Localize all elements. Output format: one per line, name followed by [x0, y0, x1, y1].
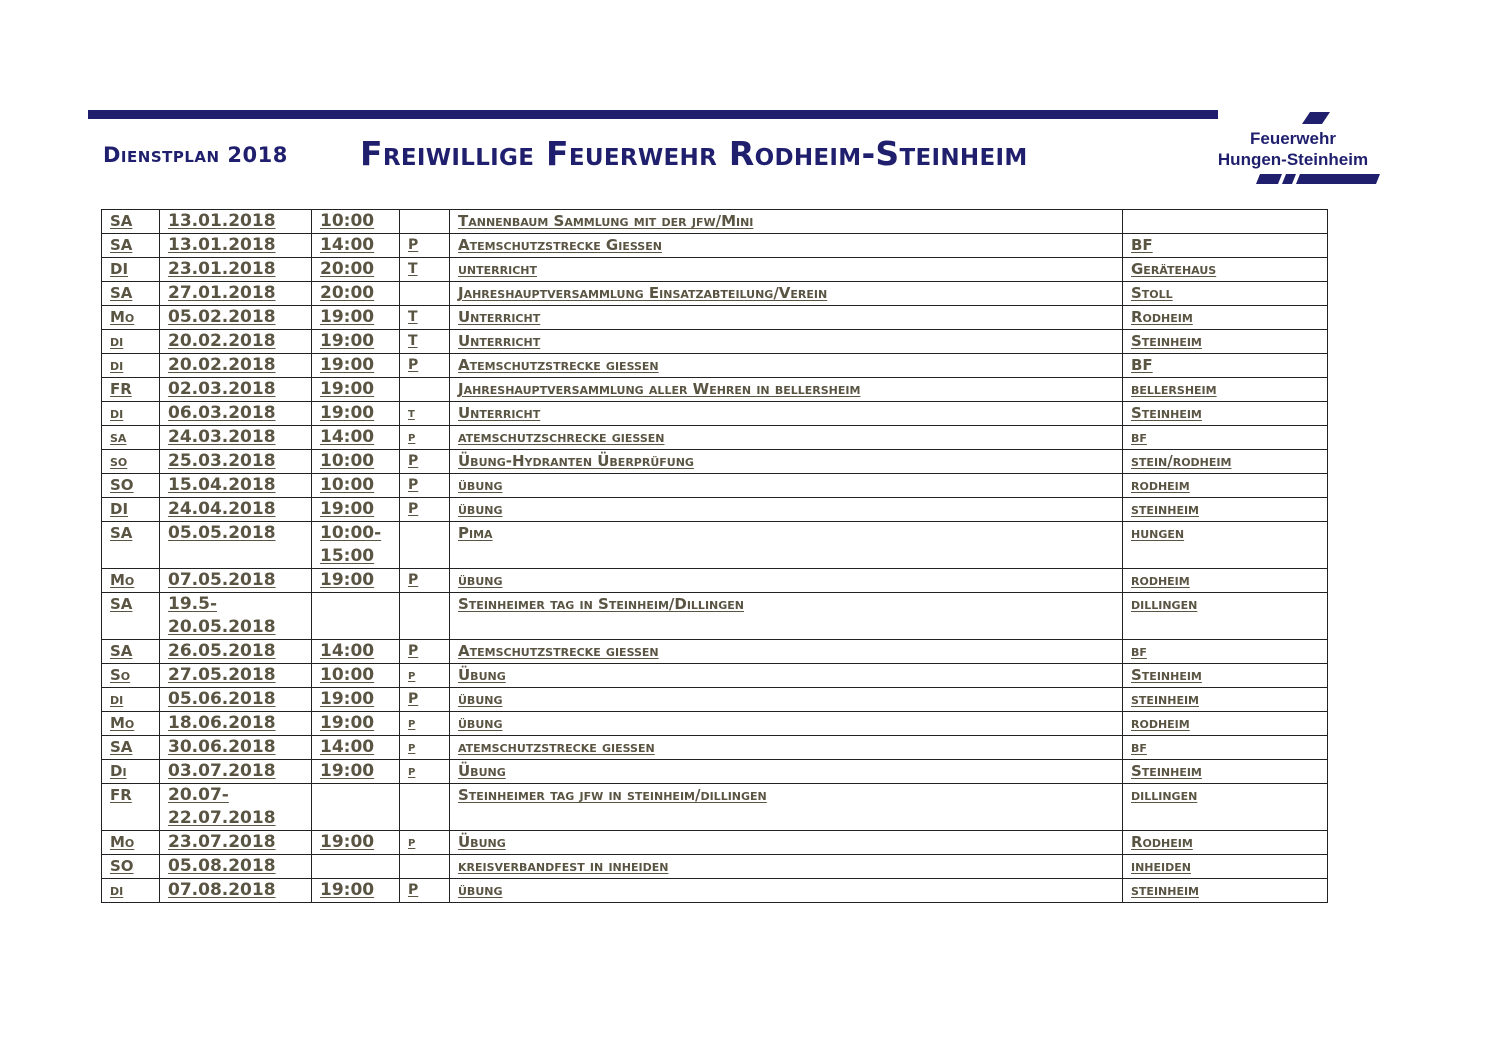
day-cell: DI [102, 258, 160, 282]
table-row [102, 210, 1328, 234]
time-cell: 19:00 [312, 354, 400, 378]
event-cell: Atemschutzstrecke gießen [450, 354, 1123, 378]
day-cell: Mo [102, 712, 160, 736]
event-cell: Jahreshauptversammlung aller Wehren in bellersheim [450, 378, 1123, 402]
date-cell: 05.08.2018 [160, 855, 312, 879]
date-cell: 27.01.2018 [160, 282, 312, 306]
table-row [102, 688, 1328, 712]
table-row [102, 784, 1328, 831]
location-cell: dillingen [1123, 593, 1328, 640]
time-cell: 14:00 [312, 640, 400, 664]
date-cell: 23.01.2018 [160, 258, 312, 282]
time-cell: 14:00 [312, 234, 400, 258]
location-cell: Steinheim [1123, 664, 1328, 688]
time-cell: 19:00 [312, 306, 400, 330]
day-cell: SO [102, 855, 160, 879]
type-cell [400, 522, 450, 569]
location-cell: Steinheim [1123, 402, 1328, 426]
date-cell: 03.07.2018 [160, 760, 312, 784]
table-row [102, 426, 1328, 450]
time-cell: 10:00 [312, 474, 400, 498]
location-cell: dillingen [1123, 784, 1328, 831]
event-cell: übung [450, 498, 1123, 522]
table-row [102, 712, 1328, 736]
type-cell: p [400, 831, 450, 855]
date-cell: 06.03.2018 [160, 402, 312, 426]
time-cell: 10:00- 15:00 [312, 522, 400, 569]
time-cell: 19:00 [312, 879, 400, 903]
date-cell: 23.07.2018 [160, 831, 312, 855]
type-cell [400, 593, 450, 640]
day-cell: Di [102, 760, 160, 784]
type-cell [400, 378, 450, 402]
date-cell: 26.05.2018 [160, 640, 312, 664]
day-cell: FR [102, 378, 160, 402]
type-cell: P [400, 879, 450, 903]
day-cell: SA [102, 210, 160, 234]
type-cell: T [400, 258, 450, 282]
type-cell: P [400, 450, 450, 474]
time-cell: 19:00 [312, 760, 400, 784]
time-cell: 19:00 [312, 402, 400, 426]
day-cell: SA [102, 593, 160, 640]
day-cell: di [102, 688, 160, 712]
day-cell: So [102, 664, 160, 688]
event-cell: Pima [450, 522, 1123, 569]
location-cell: Rodheim [1123, 831, 1328, 855]
day-cell: Mo [102, 831, 160, 855]
schedule-body [102, 210, 1328, 903]
date-cell: 18.06.2018 [160, 712, 312, 736]
location-cell: rodheim [1123, 712, 1328, 736]
day-cell: SO [102, 474, 160, 498]
event-cell: übung [450, 879, 1123, 903]
type-cell [400, 784, 450, 831]
table-row [102, 306, 1328, 330]
location-cell: BF [1123, 234, 1328, 258]
time-cell [312, 784, 400, 831]
event-cell: Jahreshauptversammlung Einsatzabteilung/Verein [450, 282, 1123, 306]
location-cell: steinheim [1123, 498, 1328, 522]
event-cell: übung [450, 712, 1123, 736]
type-cell: p [400, 712, 450, 736]
type-cell: P [400, 474, 450, 498]
logo-text-line2: Hungen-Steinheim [1217, 150, 1369, 169]
table-row [102, 330, 1328, 354]
type-cell [400, 210, 450, 234]
time-cell [312, 855, 400, 879]
event-cell: Atemschutzstrecke Gießen [450, 234, 1123, 258]
time-cell [312, 593, 400, 640]
day-cell: SA [102, 522, 160, 569]
location-cell: rodheim [1123, 474, 1328, 498]
time-cell: 19:00 [312, 498, 400, 522]
table-row [102, 879, 1328, 903]
date-cell: 24.04.2018 [160, 498, 312, 522]
type-cell: T [400, 306, 450, 330]
event-cell: Unterricht [450, 330, 1123, 354]
table-row [102, 522, 1328, 569]
location-cell: stein/rodheim [1123, 450, 1328, 474]
day-cell: Mo [102, 306, 160, 330]
day-cell: FR [102, 784, 160, 831]
date-cell: 07.05.2018 [160, 569, 312, 593]
event-cell: Unterricht [450, 306, 1123, 330]
event-cell: Unterricht [450, 402, 1123, 426]
type-cell [400, 282, 450, 306]
location-cell: bf [1123, 736, 1328, 760]
event-cell: Tannenbaum Sammlung mit der jfw/Mini [450, 210, 1123, 234]
date-cell: 30.06.2018 [160, 736, 312, 760]
event-cell: kreisverbandfest in inheiden [450, 855, 1123, 879]
location-cell: bf [1123, 640, 1328, 664]
location-cell: inheiden [1123, 855, 1328, 879]
time-cell: 19:00 [312, 831, 400, 855]
location-cell: Stoll [1123, 282, 1328, 306]
event-cell: übung [450, 569, 1123, 593]
time-cell: 14:00 [312, 426, 400, 450]
day-cell: SA [102, 282, 160, 306]
location-cell: Steinheim [1123, 330, 1328, 354]
type-cell: P [400, 354, 450, 378]
table-row [102, 831, 1328, 855]
event-cell: Übung [450, 664, 1123, 688]
table-row [102, 402, 1328, 426]
date-cell: 07.08.2018 [160, 879, 312, 903]
date-cell: 24.03.2018 [160, 426, 312, 450]
type-cell: p [400, 426, 450, 450]
location-cell: Steinheim [1123, 760, 1328, 784]
event-cell: übung [450, 474, 1123, 498]
day-cell: SA [102, 640, 160, 664]
date-cell: 15.04.2018 [160, 474, 312, 498]
table-row [102, 569, 1328, 593]
time-cell: 14:00 [312, 736, 400, 760]
date-cell: 13.01.2018 [160, 234, 312, 258]
day-cell: Mo [102, 569, 160, 593]
table-row [102, 760, 1328, 784]
table-row [102, 474, 1328, 498]
day-cell: DI [102, 498, 160, 522]
location-cell: Rodheim [1123, 306, 1328, 330]
location-cell: bellersheim [1123, 378, 1328, 402]
time-cell: 19:00 [312, 569, 400, 593]
event-cell: Übung-Hydranten Überprüfung [450, 450, 1123, 474]
day-cell: di [102, 879, 160, 903]
schedule-table [101, 209, 1328, 903]
day-cell: SA [102, 736, 160, 760]
table-row [102, 736, 1328, 760]
event-cell: Steinheimer tag in Steinheim/Dillingen [450, 593, 1123, 640]
date-cell: 05.05.2018 [160, 522, 312, 569]
type-cell [400, 855, 450, 879]
table-row [102, 234, 1328, 258]
logo-text-line1: Feuerwehr [1250, 129, 1336, 148]
time-cell: 10:00 [312, 664, 400, 688]
plan-label: Dienstplan 2018 [103, 143, 288, 167]
type-cell: P [400, 688, 450, 712]
time-cell: 19:00 [312, 330, 400, 354]
location-cell: steinheim [1123, 688, 1328, 712]
date-cell: 20.07- 22.07.2018 [160, 784, 312, 831]
day-cell: SA [102, 234, 160, 258]
event-cell: unterricht [450, 258, 1123, 282]
event-cell: übung [450, 688, 1123, 712]
location-cell [1123, 210, 1328, 234]
location-cell: hungen [1123, 522, 1328, 569]
header-rule [88, 110, 1218, 119]
date-cell: 20.02.2018 [160, 330, 312, 354]
date-cell: 27.05.2018 [160, 664, 312, 688]
date-cell: 20.02.2018 [160, 354, 312, 378]
date-cell: 05.06.2018 [160, 688, 312, 712]
day-cell: di [102, 354, 160, 378]
event-cell: Steinheimer tag jfw in steinheim/dillingen [450, 784, 1123, 831]
page-title: Freiwillige Feuerwehr Rodheim-Steinheim [360, 134, 1028, 173]
time-cell: 20:00 [312, 258, 400, 282]
location-cell: steinheim [1123, 879, 1328, 903]
date-cell: 25.03.2018 [160, 450, 312, 474]
location-cell: BF [1123, 354, 1328, 378]
event-cell: atemschutzschrecke gießen [450, 426, 1123, 450]
time-cell: 10:00 [312, 210, 400, 234]
location-cell: rodheim [1123, 569, 1328, 593]
table-row [102, 378, 1328, 402]
time-cell: 20:00 [312, 282, 400, 306]
table-row [102, 258, 1328, 282]
table-row [102, 450, 1328, 474]
date-cell: 05.02.2018 [160, 306, 312, 330]
type-cell: p [400, 664, 450, 688]
time-cell: 10:00 [312, 450, 400, 474]
type-cell: p [400, 760, 450, 784]
day-cell: so [102, 450, 160, 474]
location-cell: Gerätehaus [1123, 258, 1328, 282]
table-row [102, 282, 1328, 306]
day-cell: di [102, 330, 160, 354]
table-row [102, 498, 1328, 522]
date-cell: 02.03.2018 [160, 378, 312, 402]
time-cell: 19:00 [312, 688, 400, 712]
date-cell: 13.01.2018 [160, 210, 312, 234]
type-cell: t [400, 402, 450, 426]
type-cell: P [400, 569, 450, 593]
type-cell: T [400, 330, 450, 354]
type-cell: P [400, 640, 450, 664]
event-cell: Übung [450, 760, 1123, 784]
table-row [102, 640, 1328, 664]
day-cell: sa [102, 426, 160, 450]
type-cell: P [400, 498, 450, 522]
type-cell: p [400, 736, 450, 760]
table-row [102, 354, 1328, 378]
table-row [102, 593, 1328, 640]
date-cell: 19.5- 20.05.2018 [160, 593, 312, 640]
table-row [102, 855, 1328, 879]
type-cell: P [400, 234, 450, 258]
event-cell: Übung [450, 831, 1123, 855]
day-cell: di [102, 402, 160, 426]
time-cell: 19:00 [312, 712, 400, 736]
time-cell: 19:00 [312, 378, 400, 402]
location-cell: bf [1123, 426, 1328, 450]
event-cell: Atemschutzstrecke gießen [450, 640, 1123, 664]
table-row [102, 664, 1328, 688]
event-cell: atemschutzstrecke gießen [450, 736, 1123, 760]
